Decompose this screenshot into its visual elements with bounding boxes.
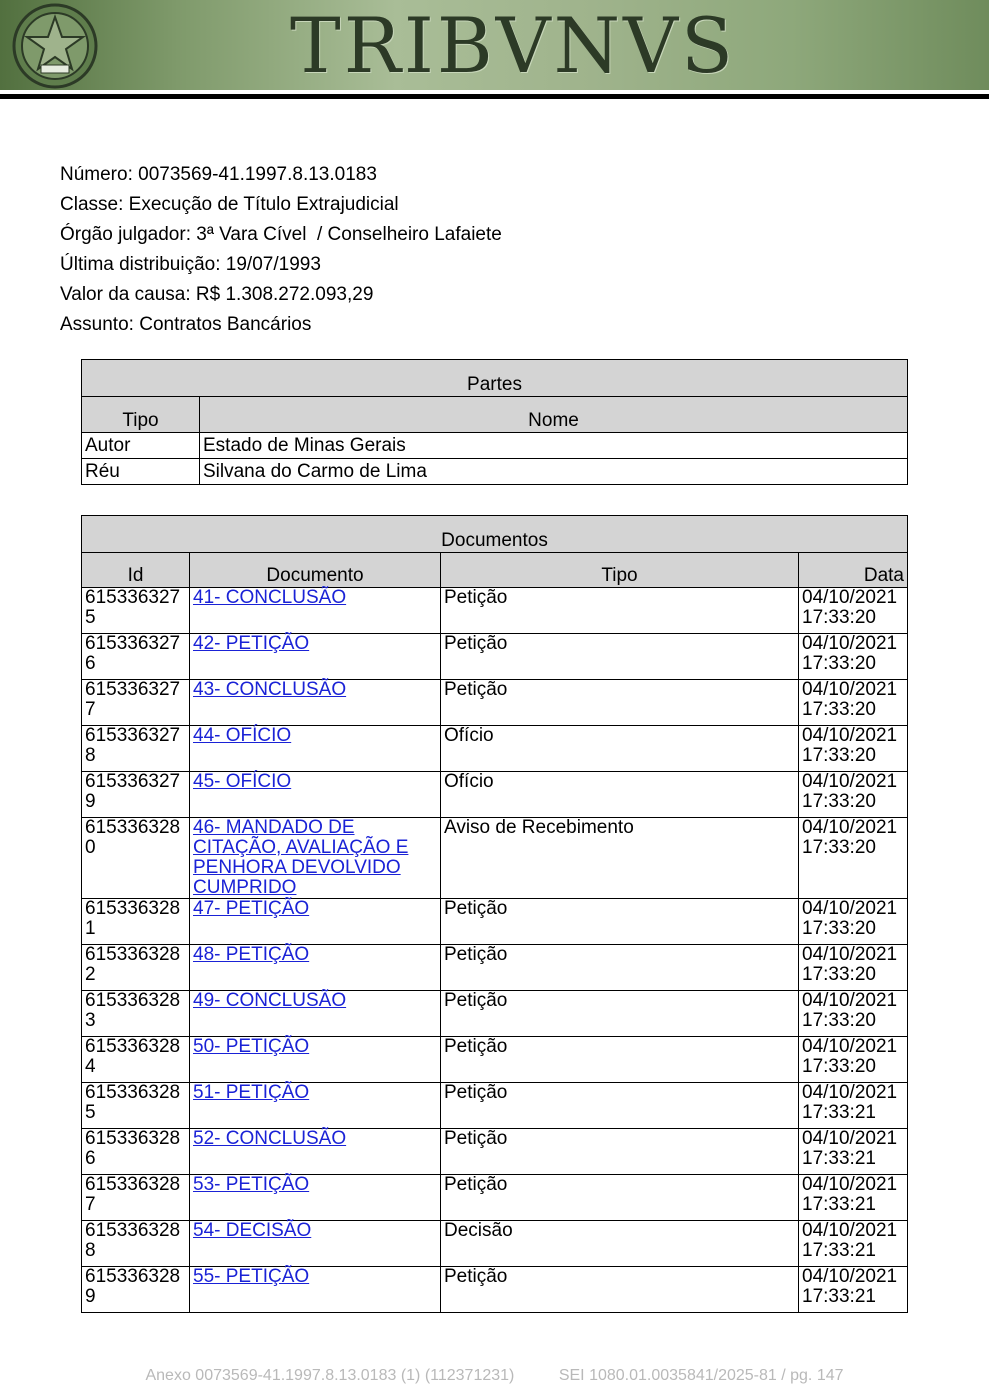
table-row [82, 433, 908, 459]
doc-data: 04/10/2021 17:33:21 [799, 1129, 908, 1175]
table-row [82, 818, 908, 899]
doc-data: 04/10/2021 17:33:20 [799, 1037, 908, 1083]
doc-data: 04/10/2021 17:33:20 [799, 588, 908, 634]
document-link[interactable]: 46- MANDADO DE CITAÇÃO, AVALIAÇÃO E PENHORA DEVOLVIDO CUMPRIDO [193, 817, 409, 898]
documentos-title: Documentos [82, 516, 908, 553]
doc-cell [190, 945, 441, 991]
doc-tipo: Petição [441, 1175, 799, 1221]
meta-classe: Classe: Execução de Título Extrajudicial [60, 194, 399, 215]
partes-header-nome: Nome [200, 397, 908, 433]
doc-cell [190, 680, 441, 726]
doc-id: 6153363288 [82, 1221, 190, 1267]
document-link[interactable]: 52- CONCLUSÃO [193, 1128, 347, 1149]
footer-annex-ref: Anexo 0073569-41.1997.8.13.0183 (1) (112371231) [145, 1367, 515, 1384]
documentos-header-documento: Documento [190, 553, 441, 588]
document-link[interactable]: 41- CONCLUSÃO [193, 587, 347, 608]
doc-id: 6153363283 [82, 991, 190, 1037]
partes-table [81, 359, 908, 485]
document-link[interactable]: 53- PETIÇÃO [193, 1174, 310, 1195]
doc-tipo: Petição [441, 945, 799, 991]
meta-assunto: Assunto: Contratos Bancários [60, 314, 312, 335]
document-link[interactable]: 45- OFÍCIO [193, 771, 292, 792]
parte-tipo: Réu [82, 459, 200, 485]
doc-data: 04/10/2021 17:33:20 [799, 634, 908, 680]
documentos-header-data: Data [799, 553, 908, 588]
doc-tipo: Petição [441, 1129, 799, 1175]
doc-cell [190, 1083, 441, 1129]
doc-cell [190, 818, 441, 899]
doc-id: 6153363277 [82, 680, 190, 726]
doc-cell [190, 726, 441, 772]
doc-id: 6153363285 [82, 1083, 190, 1129]
documentos-header-tipo: Tipo [441, 553, 799, 588]
doc-data: 04/10/2021 17:33:20 [799, 680, 908, 726]
doc-data: 04/10/2021 17:33:21 [799, 1221, 908, 1267]
document-link[interactable]: 50- PETIÇÃO [193, 1036, 310, 1057]
doc-cell [190, 1129, 441, 1175]
page-footer [0, 1367, 989, 1385]
doc-data: 04/10/2021 17:33:20 [799, 818, 908, 899]
table-row [82, 899, 908, 945]
table-row [82, 1129, 908, 1175]
doc-tipo: Petição [441, 634, 799, 680]
table-row [82, 991, 908, 1037]
doc-data: 04/10/2021 17:33:21 [799, 1267, 908, 1313]
doc-tipo: Petição [441, 588, 799, 634]
doc-cell [190, 1175, 441, 1221]
banner-divider-black [0, 94, 989, 99]
doc-cell [190, 991, 441, 1037]
doc-tipo: Ofício [441, 726, 799, 772]
doc-id: 6153363281 [82, 899, 190, 945]
documentos-header-id: Id [82, 553, 190, 588]
doc-data: 04/10/2021 17:33:20 [799, 726, 908, 772]
meta-ultima-distribuicao: Última distribuição: 19/07/1993 [60, 254, 321, 275]
doc-tipo: Petição [441, 1037, 799, 1083]
doc-data: 04/10/2021 17:33:20 [799, 899, 908, 945]
document-link[interactable]: 51- PETIÇÃO [193, 1082, 310, 1103]
doc-tipo: Petição [441, 899, 799, 945]
doc-data: 04/10/2021 17:33:20 [799, 945, 908, 991]
coat-of-arms-seal-icon [12, 3, 98, 89]
table-row [82, 680, 908, 726]
doc-id: 6153363280 [82, 818, 190, 899]
parte-nome: Estado de Minas Gerais [200, 433, 908, 459]
doc-cell [190, 899, 441, 945]
table-row [82, 1267, 908, 1313]
partes-title: Partes [82, 360, 908, 397]
doc-id: 6153363279 [82, 772, 190, 818]
document-link[interactable]: 55- PETIÇÃO [193, 1266, 310, 1287]
document-link[interactable]: 44- OFÍCIO [193, 725, 292, 746]
meta-numero: Número: 0073569-41.1997.8.13.0183 [60, 164, 377, 185]
doc-id: 6153363284 [82, 1037, 190, 1083]
table-row [82, 726, 908, 772]
doc-data: 04/10/2021 17:33:20 [799, 772, 908, 818]
document-link[interactable]: 48- PETIÇÃO [193, 944, 310, 965]
doc-data: 04/10/2021 17:33:21 [799, 1175, 908, 1221]
doc-tipo: Ofício [441, 772, 799, 818]
meta-valor-causa: Valor da causa: R$ 1.308.272.093,29 [60, 284, 374, 305]
table-row [82, 1221, 908, 1267]
document-link[interactable]: 49- CONCLUSÃO [193, 990, 347, 1011]
footer-sei-ref: SEI 1080.01.0035841/2025-81 / pg. 147 [558, 1367, 844, 1384]
doc-tipo: Decisão [441, 1221, 799, 1267]
doc-data: 04/10/2021 17:33:20 [799, 991, 908, 1037]
header-banner [0, 0, 989, 90]
doc-id: 6153363282 [82, 945, 190, 991]
doc-id: 6153363287 [82, 1175, 190, 1221]
meta-orgao-julgador: Órgão julgador: 3ª Vara Cível / Conselheiro Lafaiete [60, 224, 502, 245]
doc-id: 6153363275 [82, 588, 190, 634]
document-link[interactable]: 47- PETIÇÃO [193, 898, 310, 919]
doc-cell [190, 1221, 441, 1267]
doc-tipo: Petição [441, 991, 799, 1037]
document-link[interactable]: 43- CONCLUSÃO [193, 679, 347, 700]
table-row [82, 634, 908, 680]
parte-tipo: Autor [82, 433, 200, 459]
doc-cell [190, 588, 441, 634]
table-row [82, 588, 908, 634]
brand-logo: TRIBVNVS [290, 1, 737, 90]
parte-nome: Silvana do Carmo de Lima [200, 459, 908, 485]
doc-id: 6153363278 [82, 726, 190, 772]
doc-tipo: Petição [441, 680, 799, 726]
doc-tipo: Petição [441, 1083, 799, 1129]
doc-data: 04/10/2021 17:33:21 [799, 1083, 908, 1129]
table-row [82, 1083, 908, 1129]
documentos-table [81, 515, 908, 1313]
table-row [82, 459, 908, 485]
doc-cell [190, 634, 441, 680]
partes-header-tipo: Tipo [82, 397, 200, 433]
doc-tipo: Aviso de Recebimento [441, 818, 799, 899]
document-link[interactable]: 42- PETIÇÃO [193, 633, 310, 654]
table-row [82, 1037, 908, 1083]
doc-cell [190, 1267, 441, 1313]
doc-cell [190, 1037, 441, 1083]
table-row [82, 945, 908, 991]
doc-id: 6153363289 [82, 1267, 190, 1313]
doc-tipo: Petição [441, 1267, 799, 1313]
document-link[interactable]: 54- DECISÃO [193, 1220, 312, 1241]
table-row [82, 772, 908, 818]
process-metadata [60, 160, 502, 340]
doc-id: 6153363276 [82, 634, 190, 680]
table-row [82, 1175, 908, 1221]
doc-id: 6153363286 [82, 1129, 190, 1175]
doc-cell [190, 772, 441, 818]
